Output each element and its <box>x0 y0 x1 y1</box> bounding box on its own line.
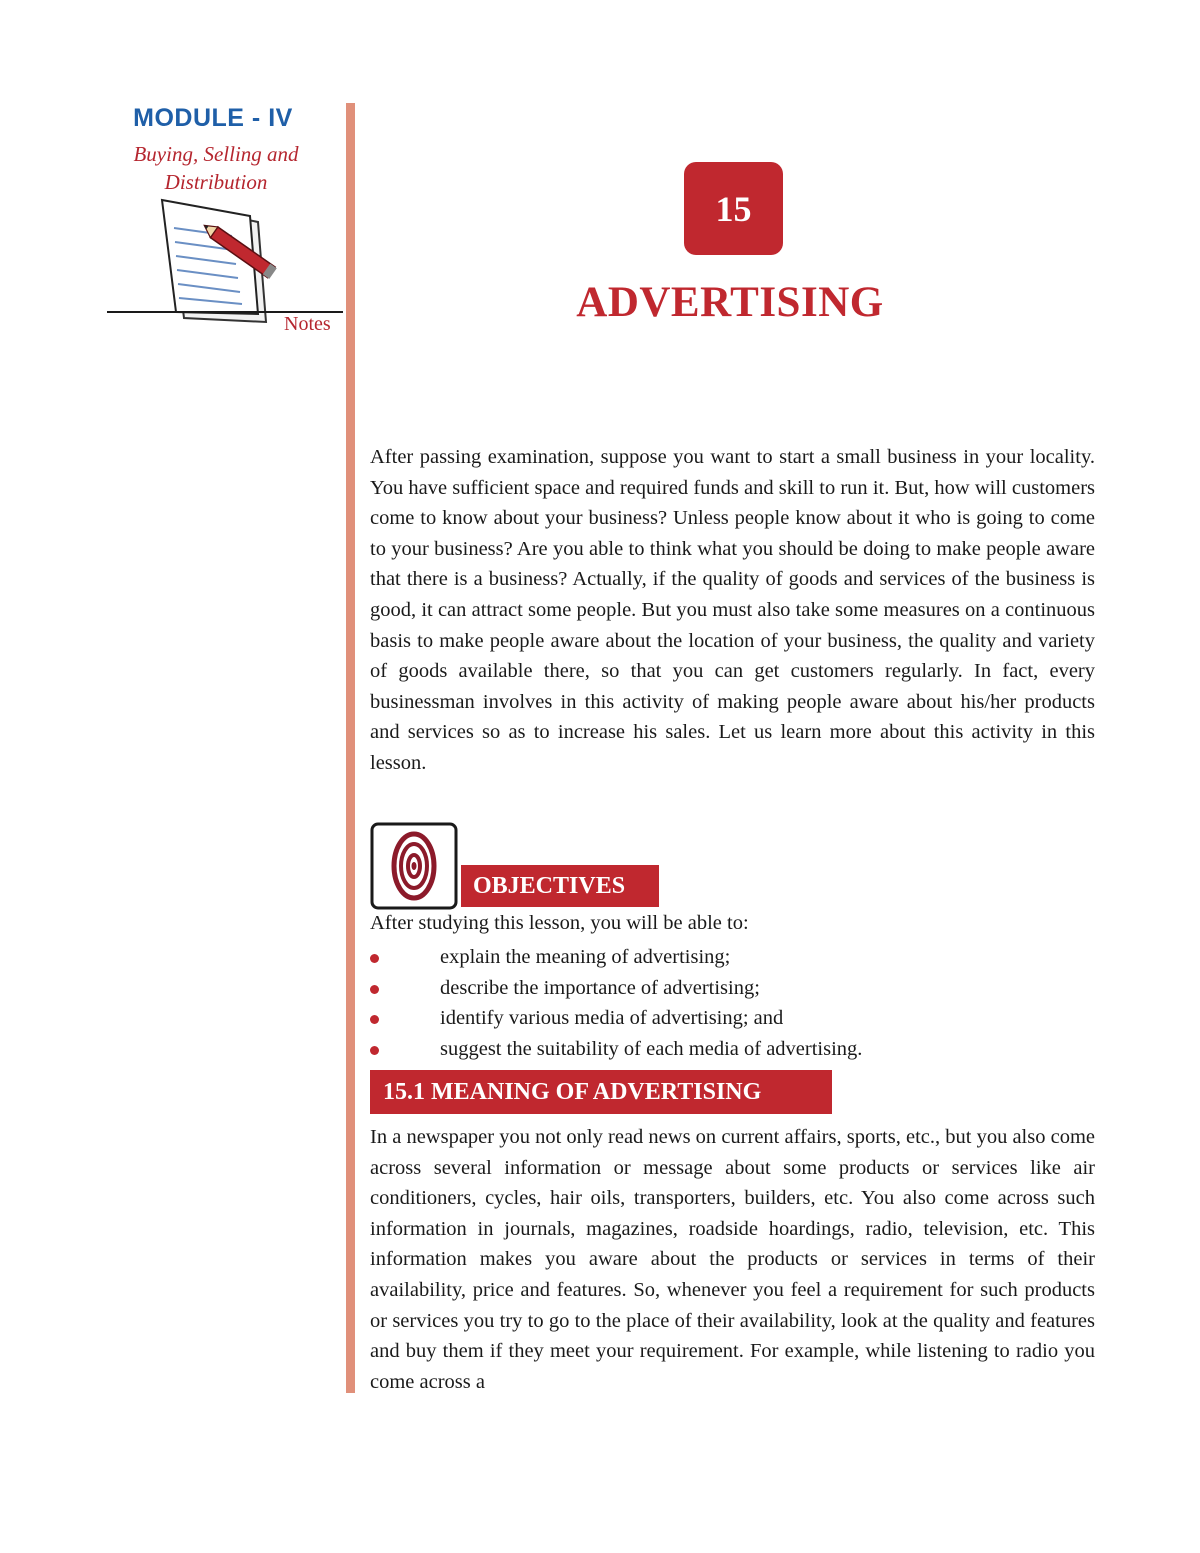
objectives-intro: After studying this lesson, you will be able to: <box>370 912 749 934</box>
notes-label: Notes <box>284 313 331 335</box>
chapter-title: ADVERTISING <box>576 279 884 326</box>
notes-pencil-icon <box>150 196 290 326</box>
module-subtitle <box>108 140 324 196</box>
target-icon <box>370 822 458 910</box>
objective-text: identify various media of advertising; and <box>440 1007 784 1029</box>
bullet-icon <box>370 1046 379 1055</box>
intro-paragraph: After passing examination, suppose you want to start a small business in your locality. You have sufficient space and required funds and skill to run it. But, how will customers come to know about your business? Unless people know about it who is going to come to your business? Are you able to think what you should be doing to make people aware that there is a business? Actually, if the quality of goods and services of the business is good, it can attract some people. But you must also take some measures on a continuous basis to make people aware about the location of your business, the quality and variety of goods available there, so that you can get customers regularly. In fact, every businessman involves in this activity of making people aware about his/her products and services so as to increase his sales. Let us learn more about this activity in this lesson. <box>370 446 1095 774</box>
module-subtitle-line2: Distribution <box>164 170 268 194</box>
objectives-heading: OBJECTIVES <box>461 865 659 907</box>
bullet-icon <box>370 954 379 963</box>
bullet-icon <box>370 1015 379 1024</box>
section-heading: 15.1 MEANING OF ADVERTISING <box>370 1070 832 1114</box>
section-paragraph: In a newspaper you not only read news on current affairs, sports, etc., but you also come across several information or message about some products or services like air conditioners, cycles, hair oils, transporters, builders, etc. You also come across such information in journals, magazines, roadside hoardings, radio, television, etc. This information makes you aware about the products or services in terms of their availability, price and features. So, whenever you feel a requirement for such products or services you try to go to the place of their availability, look at the quality and features and buy them if they meet your requirement. For example, while listening to radio you come across a <box>370 1126 1095 1393</box>
module-title: MODULE - IV <box>133 104 293 132</box>
objective-text: describe the importance of advertising; <box>440 976 760 999</box>
objective-text: explain the meaning of advertising; <box>440 946 731 968</box>
chapter-number-badge: 15 <box>684 162 783 255</box>
module-subtitle-line1: Buying, Selling and <box>133 142 299 166</box>
bullet-icon <box>370 985 379 994</box>
margin-bar <box>346 103 355 1393</box>
objective-text: suggest the suitability of each media of advertising. <box>440 1037 863 1060</box>
